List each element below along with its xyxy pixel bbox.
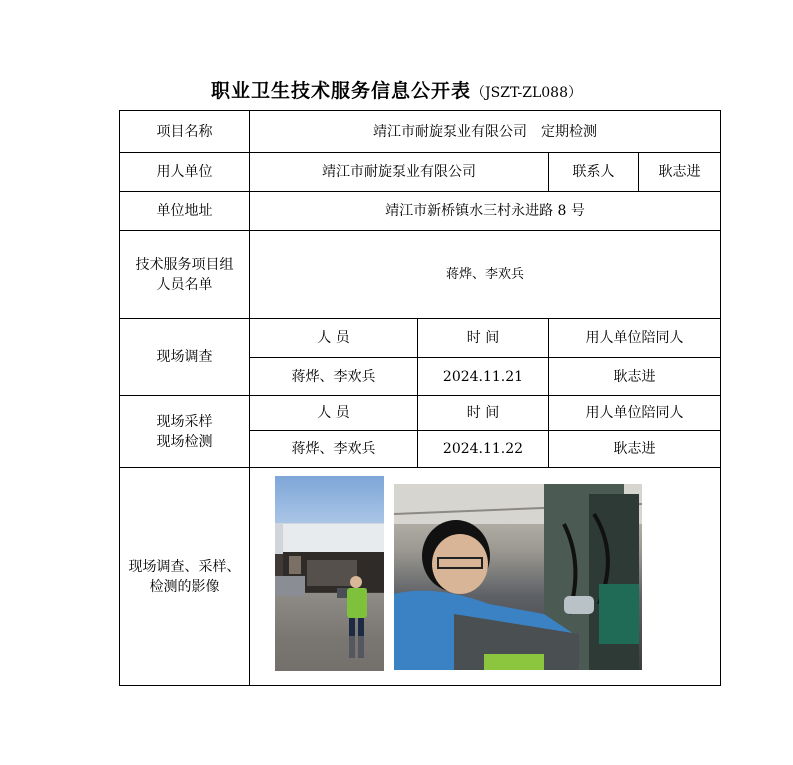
- row-survey-header: [120, 319, 721, 358]
- survey-escort: 耿志进: [549, 358, 721, 396]
- survey-date: 2024.11.21: [418, 358, 549, 396]
- row-images: [120, 468, 721, 686]
- employer-value: 靖江市耐旋泵业有限公司: [250, 153, 549, 192]
- form-code: （JSZT-ZL088）: [471, 85, 582, 101]
- team-label-line1: 技术服务项目组: [135, 256, 234, 273]
- site-photo-measurement: [394, 484, 642, 670]
- sampling-personnel: 蒋烨、李欢兵: [250, 431, 418, 468]
- contact-label: 联系人: [549, 153, 639, 192]
- images-cell: [250, 468, 721, 686]
- sampling-col-escort: 用人单位陪同人: [549, 396, 721, 431]
- sampling-date: 2024.11.22: [418, 431, 549, 468]
- row-sampling-header: [120, 396, 721, 431]
- page-title: [0, 76, 793, 103]
- survey-personnel: 蒋烨、李欢兵: [250, 358, 418, 396]
- site-photo-building: [275, 476, 384, 671]
- survey-col-time: 时 间: [418, 319, 549, 358]
- sampling-label: [120, 396, 250, 468]
- images-label: [120, 468, 250, 686]
- project-name-label: 项目名称: [120, 111, 250, 153]
- team-value: 蒋烨、李欢兵: [250, 231, 721, 319]
- row-address: [120, 192, 721, 231]
- sampling-escort: 耿志进: [549, 431, 721, 468]
- address-label: 单位地址: [120, 192, 250, 231]
- sampling-label-line2: 现场检测: [156, 433, 213, 450]
- row-team: [120, 231, 721, 319]
- survey-label: 现场调查: [120, 319, 250, 396]
- team-label-line2: 人员名单: [156, 276, 213, 293]
- contact-value: 耿志进: [639, 153, 721, 192]
- sampling-label-line1: 现场采样: [156, 413, 213, 430]
- survey-col-personnel: 人 员: [250, 319, 418, 358]
- project-name-value: 靖江市耐旋泵业有限公司 定期检测: [250, 111, 721, 153]
- sampling-col-personnel: 人 员: [250, 396, 418, 431]
- row-employer: [120, 153, 721, 192]
- employer-label: 用人单位: [120, 153, 250, 192]
- team-label: [120, 231, 250, 319]
- title-main: 职业卫生技术服务信息公开表: [211, 80, 472, 102]
- address-value: 靖江市新桥镇水三村永进路 8 号: [250, 192, 721, 231]
- info-table: [119, 110, 721, 686]
- survey-col-escort: 用人单位陪同人: [549, 319, 721, 358]
- row-project-name: [120, 111, 721, 153]
- images-label-line1: 现场调查、采样、: [128, 558, 241, 575]
- sampling-col-time: 时 间: [418, 396, 549, 431]
- images-label-line2: 检测的影像: [149, 578, 220, 595]
